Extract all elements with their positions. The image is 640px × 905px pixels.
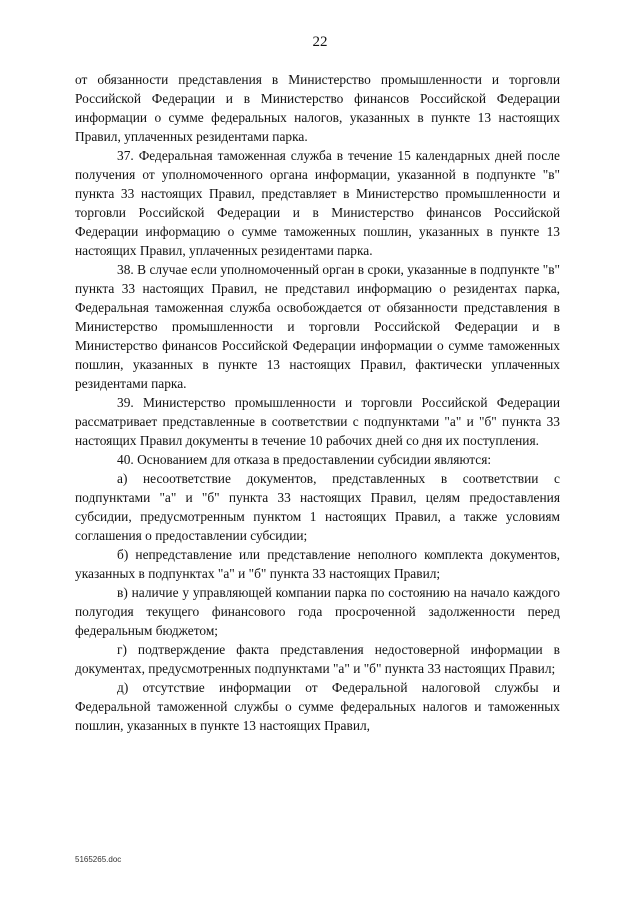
- paragraph-39: 39. Министерство промышленности и торговли Российской Федерации рассматривает представленные в соответствии с подпунктами "а" и "б" пункта 33 настоящих Правил документы в течение 10 рабочих дней со дня их поступления.: [75, 395, 560, 448]
- paragraph-continuation: от обязанности представления в Министерство промышленности и торговли Российской Федерации и в Министерство финансов Российской Федерации информации о сумме федеральных налогов, указанных в пункте 13 настоящих Правил, уплаченных резидентами парка.: [75, 72, 560, 144]
- subparagraph-g: г) подтверждение факта представления недостоверной информации в документах, предусмотренных подпунктами "а" и "б" пункта 33 настоящих Правил;: [75, 642, 560, 676]
- subparagraph-b: б) непредставление или представление неполного комплекта документов, указанных в подпунктах "а" и "б" пункта 33 настоящих Правил;: [75, 547, 560, 581]
- subparagraph-v: в) наличие у управляющей компании парка по состоянию на начало каждого полугодия текущего финансового года просроченной задолженности перед федеральным бюджетом;: [75, 585, 560, 638]
- document-body: [75, 70, 560, 735]
- subparagraph-d: д) отсутствие информации от Федеральной налоговой службы и Федеральной таможенной службы о сумме федеральных налогов и таможенных пошлин, указанных в пункте 13 настоящих Правил,: [75, 680, 560, 733]
- page-number: 22: [312, 34, 328, 50]
- paragraph-38: 38. В случае если уполномоченный орган в сроки, указанные в подпункте "в" пункта 33 настоящих Правил, не представил информацию о резидентах парка, Федеральная таможенная служба освобождается от обязанности представления в Министерство промышленности и торговли Российской Федерации и в Министерство финансов Российской Федерации информации о сумме таможенных пошлин, указанных в пункте 13 настоящих Правил, фактически уплаченных резидентами парка.: [75, 262, 560, 391]
- subparagraph-a: а) несоответствие документов, представленных в соответствии с подпунктами "а" и "б" пункта 33 настоящих Правил, целям предоставления субсидии, предусмотренным пунктом 1 настоящих Правил, а также условиям соглашения о предоставлении субсидии;: [75, 471, 560, 543]
- paragraph-37: 37. Федеральная таможенная служба в течение 15 календарных дней после получения от уполномоченного органа информации, указанной в подпункте "в" пункта 33 настоящих Правил, представляет в Министерство промышленности и торговли Российской Федерации и в Министерство финансов Российской Федерации информацию о сумме таможенных пошлин, указанных в пункте 13 настоящих Правил, уплаченных резидентами парка.: [75, 148, 560, 258]
- paragraph-40: 40. Основанием для отказа в предоставлении субсидии являются:: [117, 452, 492, 467]
- footer-file-code: 5165265.doc: [75, 855, 122, 864]
